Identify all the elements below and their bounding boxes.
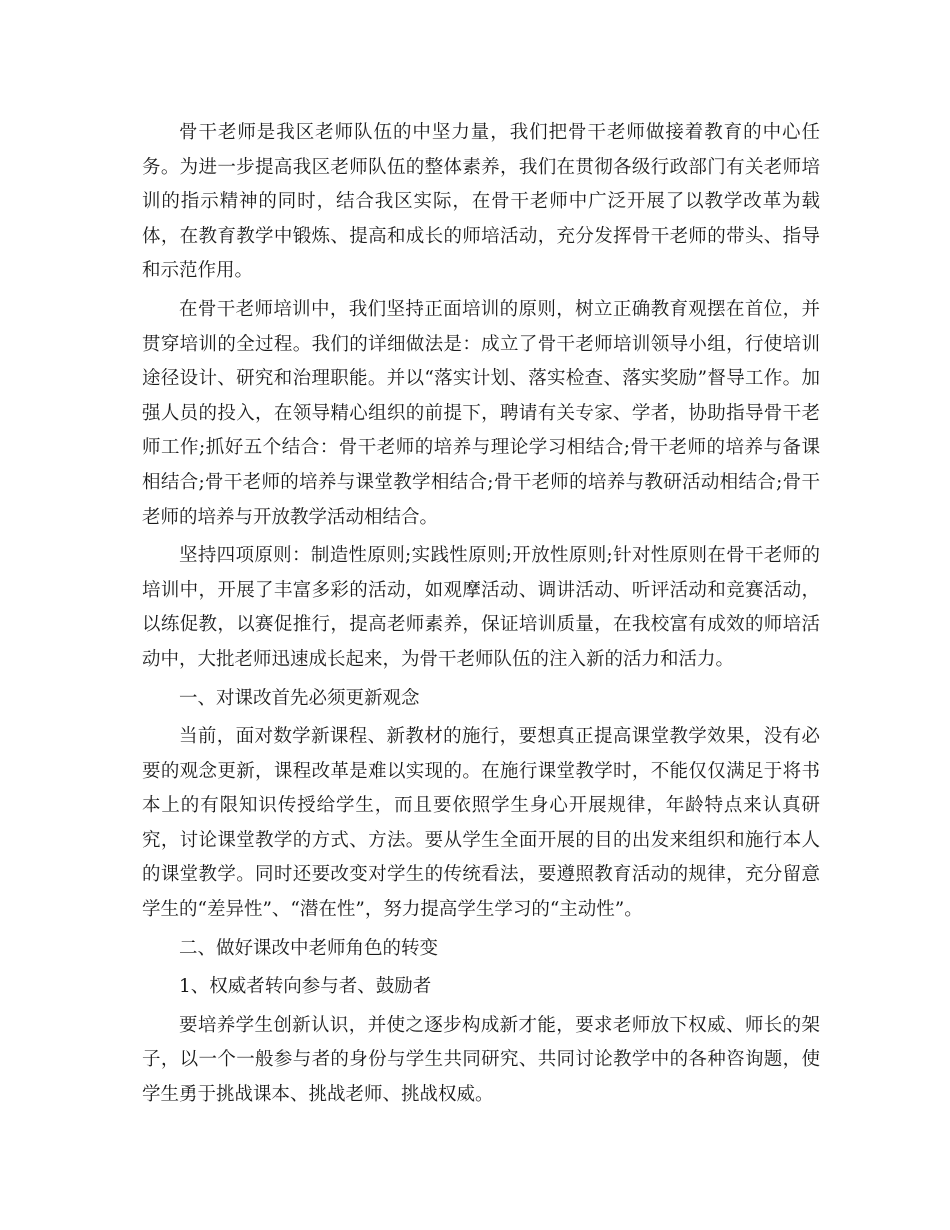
paragraph-four-principles: 坚持四项原则：制造性原则;实践性原则;开放性原则;针对性原则在骨干老师的培训中，开展了丰富多彩的活动，如观摩活动、调讲活动、听评活动和竞赛活动，以练促教，以赛促推行，提高老师素养，保证培训质量，在我校富有成效的师培活动中，大批老师迅速成长起来，为骨干老师队伍的注入新的活力和活力。 — [142, 545, 820, 670]
section-heading-1: 一、对课改首先必须更新观念 — [179, 687, 420, 709]
section-heading-2: 二、做好课改中老师角色的转变 — [179, 937, 439, 959]
document-body — [142, 116, 820, 1113]
paragraph-training-practice: 在骨干老师培训中，我们坚持正面培训的原则，树立正确教育观摆在首位，并贯穿培训的全过程。我们的详细做法是：成立了骨干老师培训领导小组，行使培训途径设计、研究和治理职能。并以“落实计划、落实检查、落实奖励”督导工作。加强人员的投入，在领导精心组织的前提下，聘请有关专家、学者，协助指导骨干老师工作;抓好五个结合：骨干老师的培养与理论学习相结合;骨干老师的培养与备课相结合;骨干老师的培养与课堂教学相结合;骨干老师的培养与教研活动相结合;骨干老师的培养与开放教学活动相结合。 — [142, 298, 820, 528]
subsection-heading-1: 1、权威者转向参与者、鼓励者 — [179, 976, 432, 998]
paragraph-role-change: 要培养学生创新认识，并使之逐步构成新才能，要求老师放下权威、师长的架子，以一个一般参与者的身份与学生共同研究、共同讨论教学中的各种咨询题，使学生勇于挑战课本、挑战老师、挑战权威。 — [142, 1014, 820, 1106]
paragraph-concept-update: 当前，面对数学新课程、新教材的施行，要想真正提高课堂教学效果，没有必要的观念更新，课程改革是难以实现的。在施行课堂教学时，不能仅仅满足于将书本上的有限知识传授给学生，而且要依照学生身心开展规律，年龄特点来认真研究，讨论课堂教学的方式、方法。要从学生全面开展的目的出发来组织和施行本人的课堂教学。同时还要改变对学生的传统看法，要遵照教育活动的规律，充分留意学生的“差异性”、“潜在性”，努力提高学生学习的“主动性”。 — [142, 726, 820, 921]
paragraph-intro: 骨干老师是我区老师队伍的中坚力量，我们把骨干老师做接着教育的中心任务。为进一步提高我区老师队伍的整体素养，我们在贯彻各级行政部门有关老师培训的指示精神的同时，结合我区实际，在骨干老师中广泛开展了以教学改革为载体，在教育教学中锻炼、提高和成长的师培活动，充分发挥骨干老师的带头、指导和示范作用。 — [142, 122, 820, 282]
